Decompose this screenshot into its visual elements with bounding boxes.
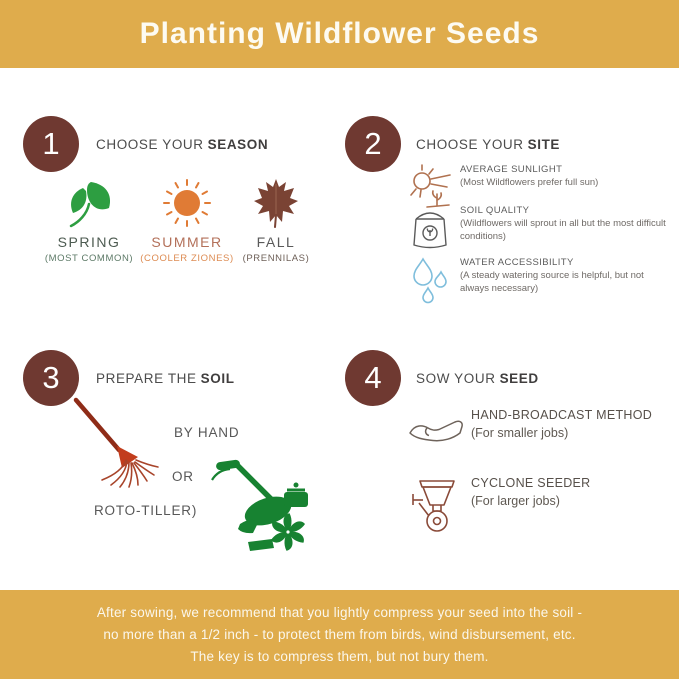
site-item-sunlight-label: AVERAGE SUNLIGHT: [460, 164, 563, 175]
water-drops-icon: [406, 257, 454, 305]
step3-title-prefix: PREPARE THE: [96, 371, 197, 386]
sow-item-hand-label: HAND-BROADCAST METHOD: [471, 408, 653, 422]
step3-title-emphasis: SOIL: [200, 371, 235, 386]
sow-item-hand: [406, 408, 671, 448]
site-item-soil: [406, 205, 675, 251]
rake-icon: [70, 394, 160, 488]
step2-number: 2: [364, 126, 382, 161]
season-summer: [140, 177, 234, 264]
footer-line-1: After sowing, we recommend that you lightly compress your seed into the soil -: [96, 604, 583, 620]
site-item-water: [406, 257, 675, 305]
fall-maple-leaf-icon: [231, 177, 321, 229]
season-fall-note: (PRENNILAS): [242, 253, 310, 264]
step2-number-badge: [345, 116, 401, 172]
sow-item-hand-desc: (For smaller jobs): [471, 426, 569, 440]
step3-title: [96, 371, 235, 386]
by-hand-text: BY HAND: [174, 425, 240, 440]
season-summer-name: SUMMER: [151, 234, 223, 250]
step4-title: [416, 371, 539, 386]
season-spring-name: SPRING: [57, 234, 121, 250]
step2-title-emphasis: SITE: [527, 137, 561, 152]
spring-leaves-icon: [42, 177, 136, 229]
poster-title: Planting Wildflower Seeds: [139, 17, 540, 50]
cyclone-seeder-icon: [406, 476, 466, 534]
or-text: OR: [172, 469, 194, 484]
roto-tiller-icon: [198, 456, 312, 554]
step4-title-emphasis: SEED: [499, 371, 539, 386]
hand-broadcast-icon: [406, 408, 466, 448]
roto-tiller-text: ROTO-TILLER): [94, 503, 198, 518]
footer-line-2: no more than a 1/2 inch - to protect them from birds, wind disbursement, etc.: [103, 626, 576, 642]
step2-title: [416, 137, 560, 152]
site-item-water-label: WATER ACCESSIBILITY: [460, 257, 574, 268]
step1-title-prefix: CHOOSE YOUR: [96, 137, 204, 152]
step4-number-badge: [345, 350, 401, 406]
site-item-sunlight-desc: (Most Wildflowers prefer full sun): [460, 177, 599, 188]
step1-title: [96, 137, 268, 152]
step4-number: 4: [364, 360, 382, 395]
season-fall-name: FALL: [256, 234, 296, 250]
site-item-soil-label: SOIL QUALITY: [460, 205, 530, 216]
summer-sun-icon: [140, 177, 234, 229]
step4-title-prefix: SOW YOUR: [416, 371, 496, 386]
soil-bag-icon: [406, 205, 454, 251]
header-band: [0, 0, 679, 68]
footer-line-3: The key is to compress them, but not bury them.: [190, 648, 489, 664]
sow-item-seeder: [406, 476, 671, 534]
season-fall: [231, 177, 321, 264]
step1-title-emphasis: SEASON: [207, 137, 269, 152]
season-spring: [42, 177, 136, 264]
step1-number-badge: [23, 116, 79, 172]
sow-item-seeder-desc: (For larger jobs): [471, 494, 560, 508]
step1-number: 1: [42, 126, 60, 161]
season-spring-note: (MOST COMMON): [44, 253, 134, 264]
site-item-water-desc: (A steady watering source is helpful, but not always necessary): [460, 270, 644, 294]
step3-number: 3: [42, 360, 60, 395]
sow-item-seeder-label: CYCLONE SEEDER: [471, 476, 591, 490]
season-summer-note: (COOLER ZIONES): [140, 253, 234, 264]
footer-band: [0, 590, 679, 679]
step2-title-prefix: CHOOSE YOUR: [416, 137, 524, 152]
site-item-soil-desc: (Wildflowers will sprout in all but the most difficult conditions): [460, 218, 666, 242]
